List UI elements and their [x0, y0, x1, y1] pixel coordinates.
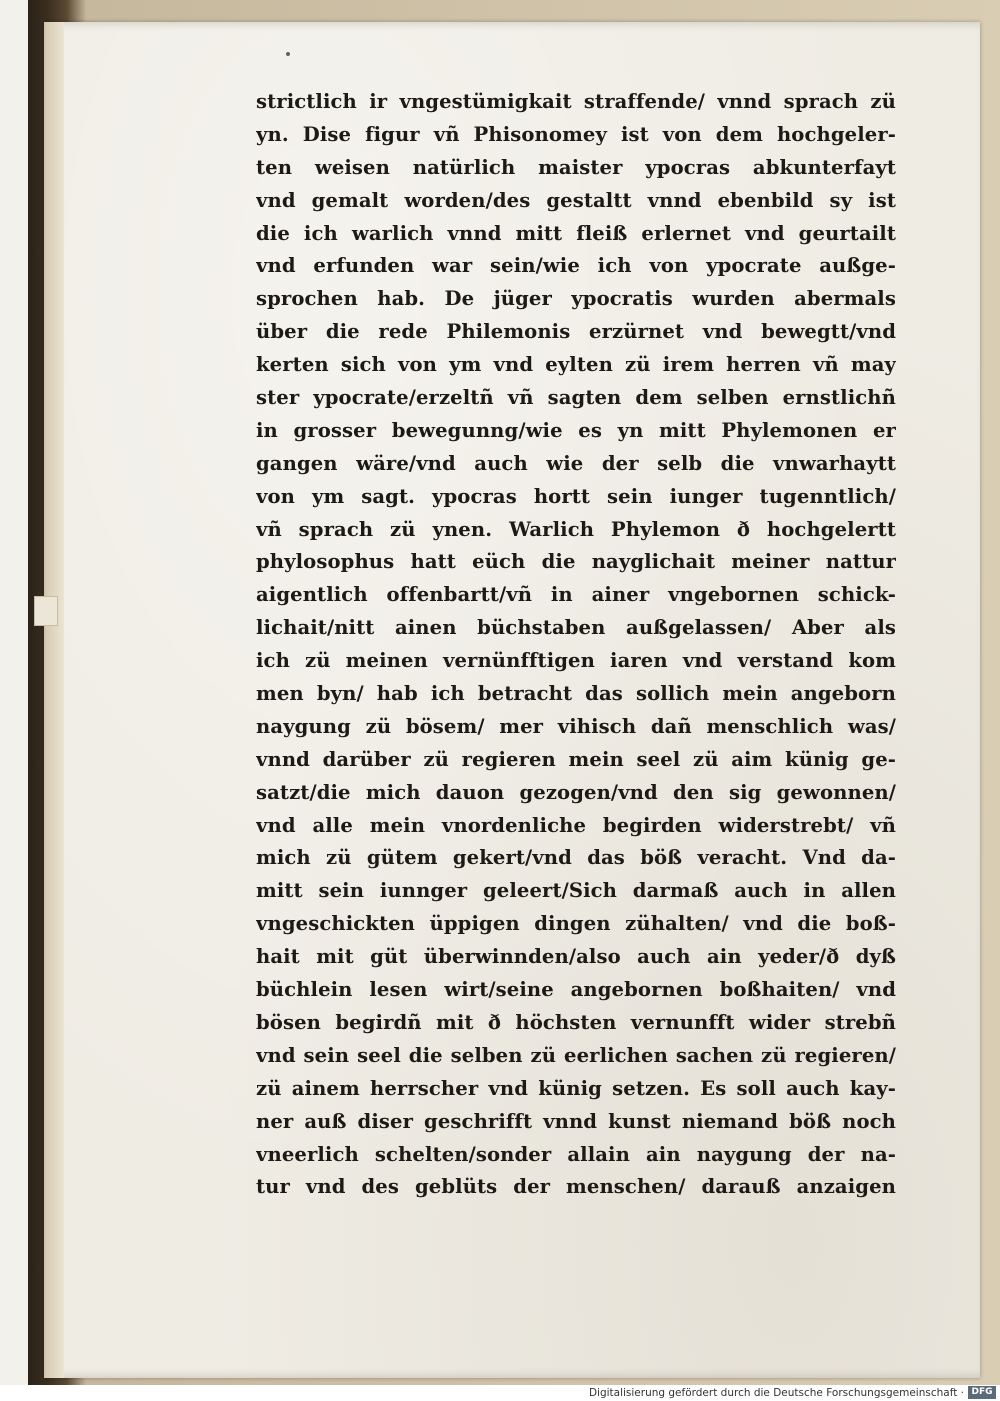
text-line: naygung zü bösem/ mer vihisch dañ menschlich was/ — [256, 714, 896, 738]
text-line: aigentlich offenbartt/vñ in ainer vngebornen schick- — [256, 583, 896, 607]
text-line: bösen begirdñ mit ð höchsten vernunfft wider strebñ — [256, 1010, 896, 1034]
text-line: ten weisen natürlich maister ypocras abkunterfayt — [256, 155, 896, 179]
text-line: die ich warlich vnnd mitt fleiß erlernet vnd geurtailt — [256, 221, 896, 245]
ink-speck — [286, 52, 290, 56]
text-line: men byn/ hab ich betracht das sollich mein angeborn — [256, 682, 896, 706]
text-line: phylosophus hatt eüch die nayglichait meiner nattur — [256, 550, 896, 574]
text-line: kerten sich von ym vnd eylten zü irem herren vñ may — [256, 353, 896, 377]
text-line: gangen wäre/vnd auch wie der selb die vnwarhaytt — [256, 451, 896, 475]
text-line: in grosser bewegunng/wie es yn mitt Phylemonen er — [256, 418, 896, 442]
text-line: strictlich ir vngestümigkait straffende/ vnnd sprach zü — [256, 90, 896, 113]
text-line: sprochen hab. De jüger ypocratis wurden abermals — [256, 287, 896, 311]
text-line: ster ypocrate/erzeltñ vñ sagten dem selben ernstlichñ — [256, 386, 896, 410]
text-line: vnd gemalt worden/des gestaltt vnnd ebenbild sy ist — [256, 188, 896, 212]
text-line: vnd sein seel die selben zü eerlichen sachen zü regieren/ — [256, 1043, 896, 1067]
page-tab — [34, 596, 58, 626]
text-line: über die rede Philemonis erzürnet vnd bewegtt/vnd — [256, 320, 896, 344]
text-line: vnd erfunden war sein/wie ich von ypocrate außge- — [256, 254, 896, 278]
page-edge — [46, 22, 64, 1378]
dfg-logo-icon: DFG — [968, 1386, 996, 1399]
text-line: tur vnd des geblüts der menschen/ darauß anzaigen — [256, 1175, 896, 1199]
text-line: vngeschickten üppigen dingen zühalten/ vnd die boß- — [256, 912, 896, 936]
text-line: ner auß diser geschrifft vnnd kunst niemand böß noch — [256, 1109, 896, 1133]
text-line: lichait/nitt ainen büchstaben außgelassen/ Aber als — [256, 616, 896, 640]
text-line: mitt sein iunnger geleert/Sich darmaß auch in allen — [256, 879, 896, 903]
text-line: satzt/die mich dauon gezogen/vnd den sig gewonnen/ — [256, 780, 896, 804]
text-line: vñ sprach zü ynen. Warlich Phylemon ð hochgelertt — [256, 517, 896, 541]
text-line: von ym sagt. ypocras hortt sein iunger tugenntlich/ — [256, 484, 896, 508]
text-line: zü ainem herrscher vnd künig setzen. Es soll auch kay- — [256, 1076, 896, 1100]
text-line: büchlein lesen wirt/seine angebornen boßhaiten/ vnd — [256, 978, 896, 1002]
funding-credit: Digitalisierung gefördert durch die Deutsche Forschungsgemeinschaft · — [588, 1387, 964, 1399]
text-line: mich zü gütem gekert/vnd das böß veracht. Vnd da- — [256, 846, 896, 870]
text-line: yn. Dise figur vñ Phisonomey ist von dem hochgeler- — [256, 122, 896, 146]
text-line: vnd alle mein vnordenliche begirden widerstrebt/ vñ — [256, 813, 896, 837]
text-line: hait mit güt überwinnden/also auch ain yeder/ð dyß — [256, 945, 896, 969]
blackletter-text-block — [256, 86, 896, 1204]
text-line: vnnd darüber zü regieren mein seel zü aim künig ge- — [256, 747, 896, 771]
text-line: ich zü meinen vernünfftigen iaren vnd verstand kom — [256, 649, 896, 673]
text-line: vneerlich schelten/sonder allain ain naygung der na- — [256, 1142, 896, 1166]
